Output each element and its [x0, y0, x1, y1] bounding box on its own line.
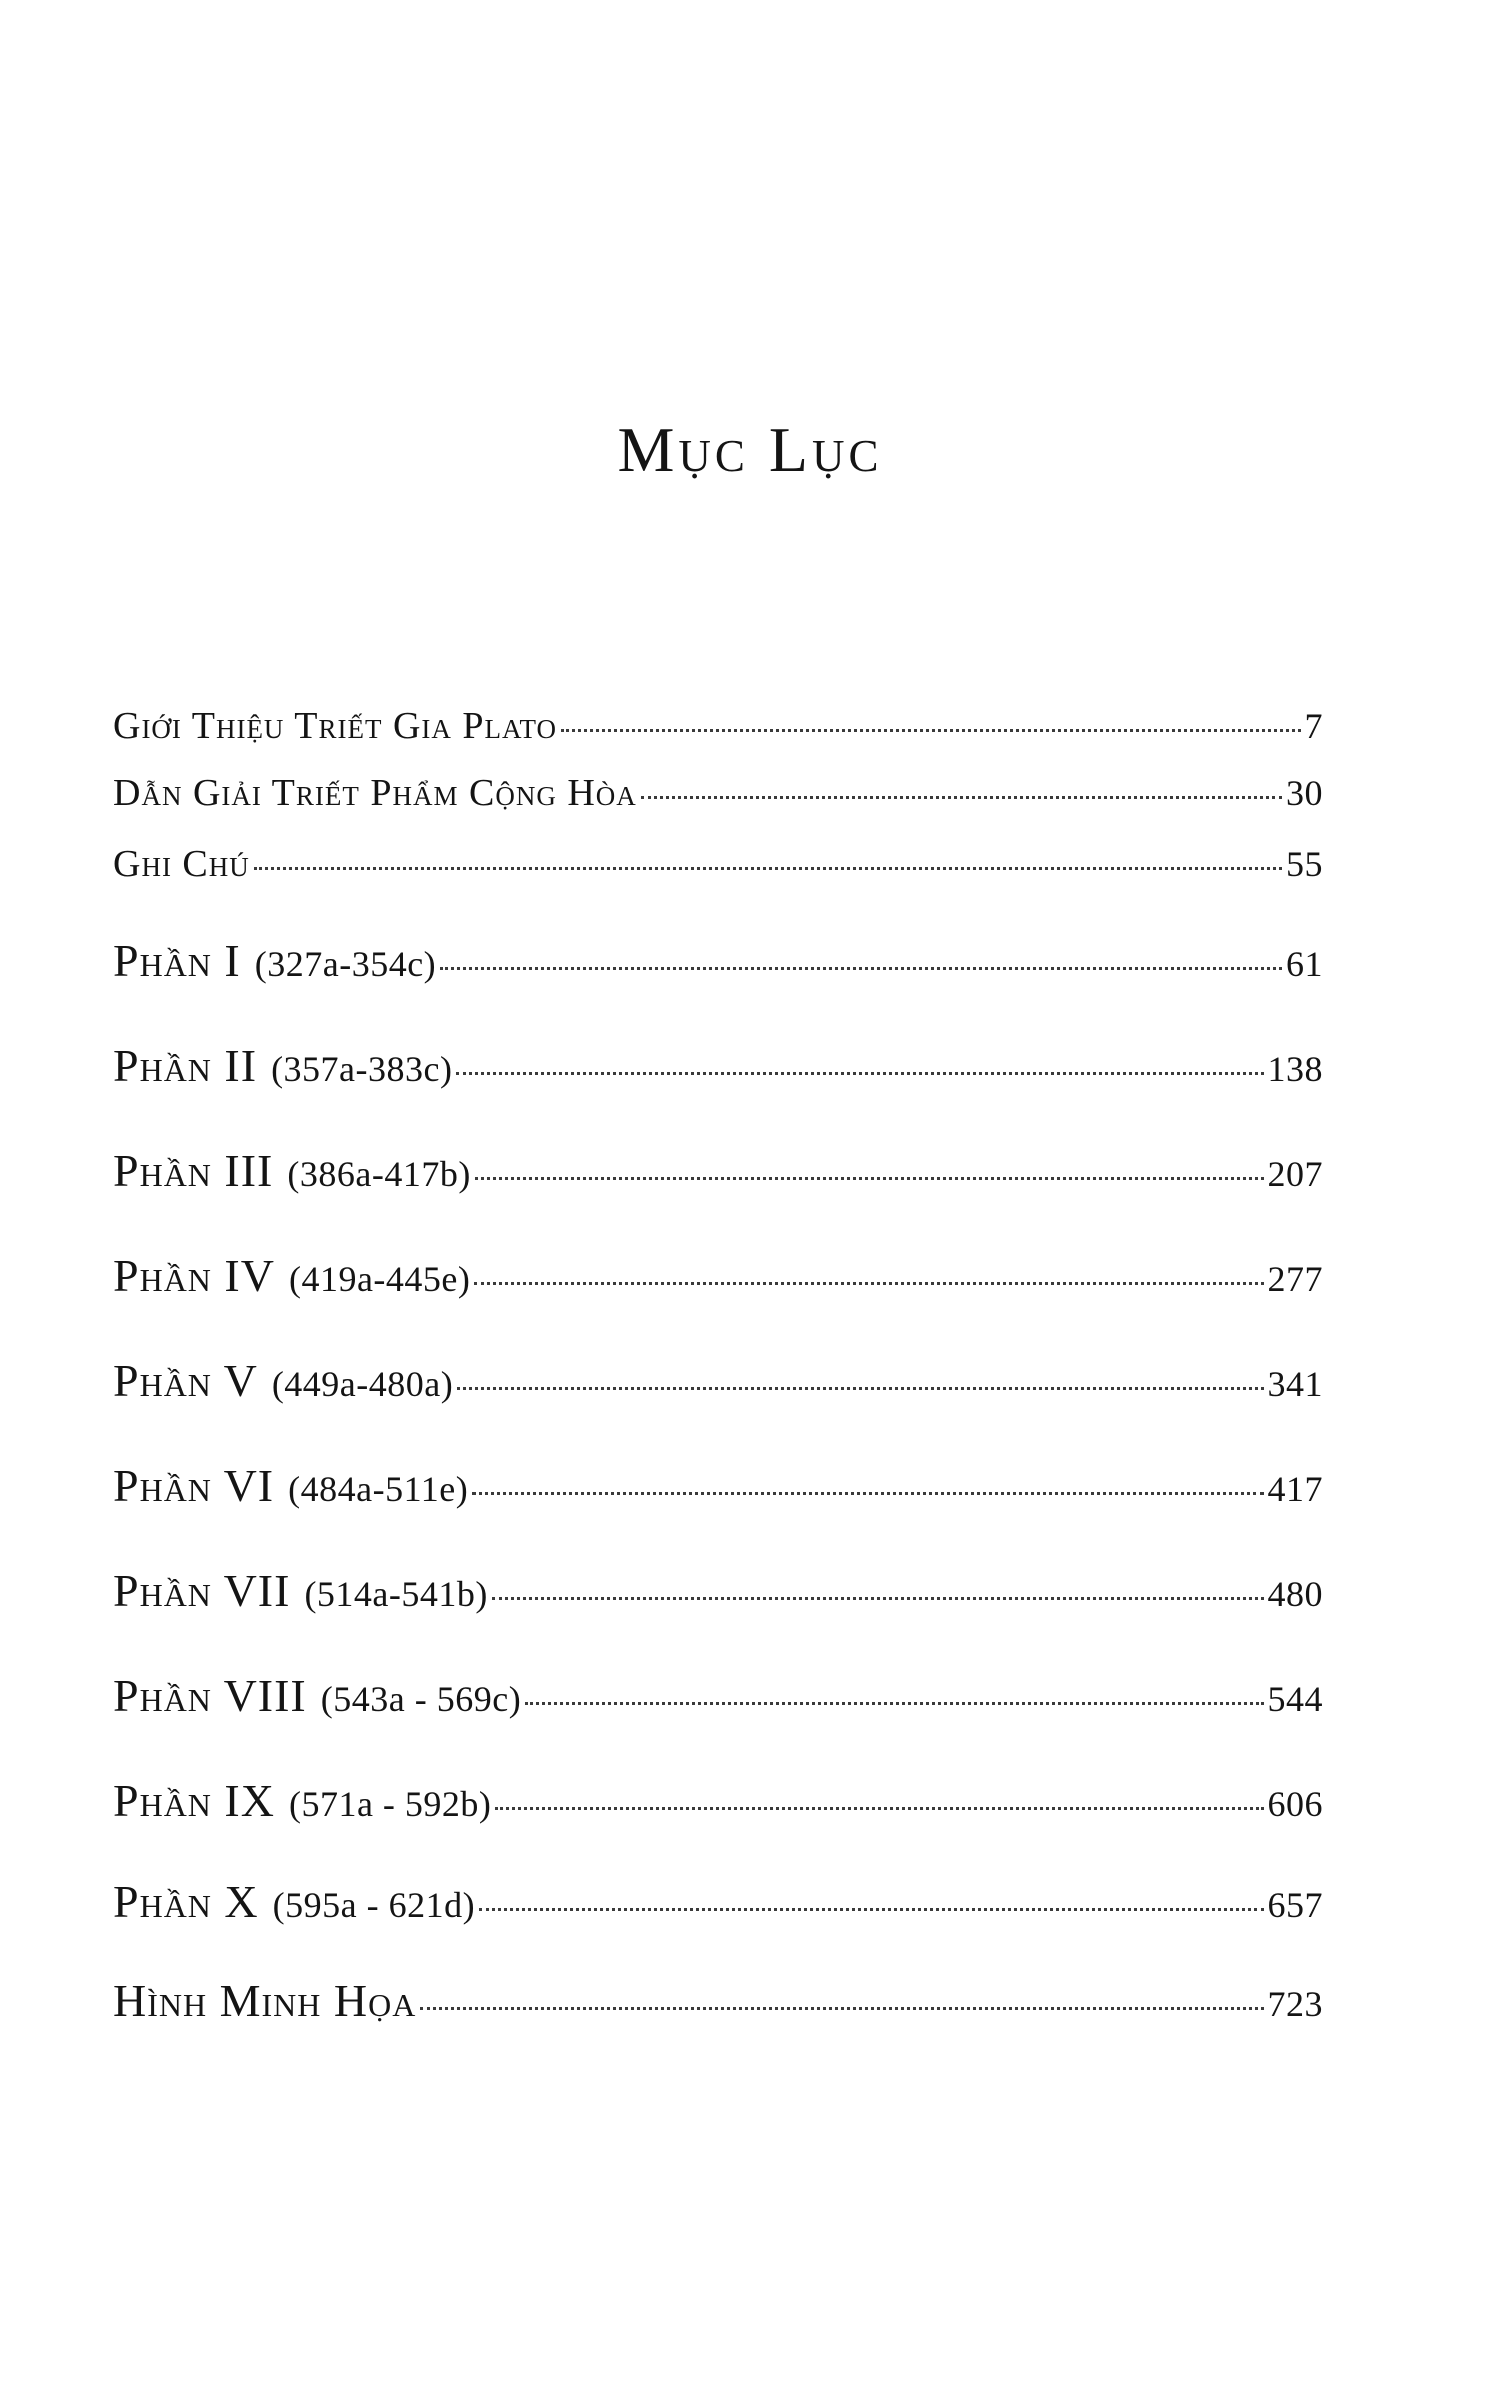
toc-entry-title: Hình Minh Họa — [113, 1975, 417, 2026]
toc-entry-title: Phần V — [113, 1355, 258, 1406]
toc-entry-title: Ghi Chú — [113, 843, 250, 885]
toc-entry-part-10[interactable] — [113, 1870, 1323, 1934]
toc-page-number: 657 — [1267, 1885, 1323, 1925]
toc-stephanus-range: (595a - 621d) — [272, 1885, 476, 1925]
toc-page-number: 544 — [1267, 1679, 1323, 1719]
dot-leader — [474, 1282, 1263, 1285]
toc-page-number: 207 — [1267, 1154, 1323, 1194]
toc-entry-title: Giới Thiệu Triết Gia Plato — [113, 705, 558, 747]
page-title: Mục Lục — [617, 414, 883, 485]
toc-entry-part-8[interactable] — [113, 1664, 1323, 1728]
table-of-contents — [113, 0, 1323, 2387]
toc-entry-title: Dẫn Giải Triết Phẩm Cộng Hòa — [113, 772, 637, 814]
toc-entry-part-7[interactable] — [113, 1559, 1323, 1623]
toc-entry-title: Phần II — [113, 1040, 258, 1091]
dot-leader — [420, 2007, 1263, 2010]
dot-leader — [492, 1597, 1264, 1600]
toc-entry-title: Phần VI — [113, 1460, 275, 1511]
toc-page-number: 55 — [1286, 844, 1323, 884]
toc-entry-part-3[interactable] — [113, 1139, 1323, 1203]
toc-entry-title: Phần IX — [113, 1775, 275, 1826]
dot-leader — [472, 1492, 1263, 1495]
dot-leader — [495, 1807, 1263, 1810]
toc-stephanus-range: (449a-480a) — [271, 1364, 454, 1404]
toc-page-number: 7 — [1304, 706, 1323, 746]
dot-leader — [479, 1908, 1263, 1911]
toc-stephanus-range: (571a - 592b) — [288, 1784, 492, 1824]
dot-leader — [457, 1387, 1263, 1390]
toc-entry-title: Phần IV — [113, 1250, 275, 1301]
toc-entry-title: Phần X — [113, 1876, 259, 1927]
dot-leader — [525, 1702, 1263, 1705]
toc-page-number: 138 — [1267, 1049, 1323, 1089]
toc-page-number: 61 — [1286, 944, 1323, 984]
toc-stephanus-range: (514a-541b) — [304, 1574, 488, 1614]
toc-entry-part-5[interactable] — [113, 1349, 1323, 1413]
toc-entry-title: Phần VIII — [113, 1670, 307, 1721]
dot-leader — [456, 1072, 1263, 1075]
toc-entry-intro[interactable] — [113, 698, 1323, 754]
toc-entry-part-2[interactable] — [113, 1034, 1323, 1098]
dot-leader — [254, 867, 1282, 870]
toc-page-number: 606 — [1267, 1784, 1323, 1824]
toc-stephanus-range: (543a - 569c) — [320, 1679, 522, 1719]
toc-entry-commentary[interactable] — [113, 765, 1323, 821]
toc-stephanus-range: (484a-511e) — [288, 1469, 469, 1509]
toc-entry-part-1[interactable] — [113, 929, 1323, 993]
toc-entry-title: Phần I — [113, 935, 241, 986]
toc-page-number: 277 — [1267, 1259, 1323, 1299]
toc-stephanus-range: (419a-445e) — [288, 1259, 471, 1299]
toc-entry-title: Phần III — [113, 1145, 274, 1196]
toc-page-number: 417 — [1267, 1469, 1323, 1509]
toc-entry-part-9[interactable] — [113, 1769, 1323, 1833]
dot-leader — [641, 796, 1282, 799]
toc-stephanus-range: (357a-383c) — [271, 1049, 453, 1089]
toc-stephanus-range: (327a-354c) — [254, 944, 437, 984]
toc-entry-part-6[interactable] — [113, 1454, 1323, 1518]
toc-page-number: 341 — [1267, 1364, 1323, 1404]
toc-page-number: 30 — [1286, 773, 1323, 813]
toc-page-number: 723 — [1267, 1984, 1323, 2024]
toc-entry-notes[interactable] — [113, 836, 1323, 892]
dot-leader — [475, 1177, 1264, 1180]
toc-stephanus-range: (386a-417b) — [287, 1154, 471, 1194]
dot-leader — [561, 729, 1300, 732]
dot-leader — [440, 967, 1282, 970]
toc-entry-title: Phần VII — [113, 1565, 291, 1616]
toc-entry-part-4[interactable] — [113, 1244, 1323, 1308]
toc-page-number: 480 — [1267, 1574, 1323, 1614]
toc-entry-illustrations[interactable] — [113, 1969, 1323, 2033]
